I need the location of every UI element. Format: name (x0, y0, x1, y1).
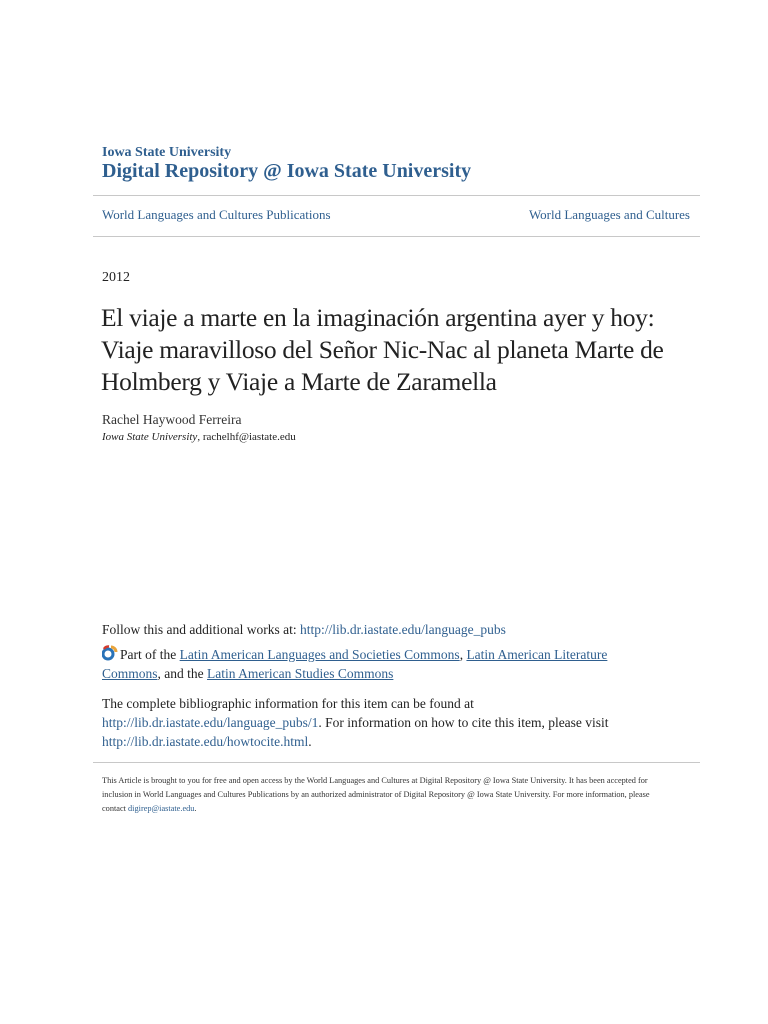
publication-year: 2012 (102, 270, 130, 285)
literature-commons-link[interactable]: Latin American Literature Commons (102, 647, 608, 681)
department-link[interactable]: World Languages and Cultures (528, 207, 690, 222)
follow-prefix: Follow this and additional works at: (102, 622, 300, 637)
collection-url-link[interactable]: http://lib.dr.iastate.edu/language_pubs (300, 622, 506, 637)
access-notice-text: This Article is brought to you for free and open access by the World Languages and Cultures at Digital Repository @ Iowa State University. It has been accepted for inclusion in World Languages and Cultures Publications by an authorized administrator of Digital Repository @ Iowa State University. For more information, please contact (102, 776, 650, 813)
part-of-sep-2: , and the (157, 666, 208, 681)
part-of-sep-1: , (459, 647, 467, 662)
part-of-prefix: Part of the (120, 647, 180, 662)
affiliation-separator: , (197, 431, 203, 443)
footer-divider (93, 762, 700, 763)
biblio-prefix: The complete bibliographic information for this item can be found at (102, 696, 474, 711)
repository-name[interactable]: Digital Repository @ Iowa State University (102, 160, 472, 182)
bibliographic-statement (102, 694, 662, 751)
top-divider (93, 195, 700, 196)
access-notice (102, 774, 672, 816)
institution-name[interactable]: Iowa State University (102, 145, 232, 160)
howtocite-link[interactable]: http://lib.dr.iastate.edu/howtocite.html (102, 734, 309, 749)
access-notice-end: . (194, 804, 197, 813)
part-of-statement (102, 645, 662, 683)
biblio-end: . (308, 734, 312, 749)
nav-divider (93, 236, 700, 237)
article-title: El viaje a marte en la imaginación argentina ayer y hoy: Viaje maravilloso del Señor Nic-Nac al planeta Marte de Holmberg y Viaje a Marte de Zaramella (101, 303, 664, 396)
publications-link[interactable]: World Languages and Cultures Publications (102, 207, 331, 222)
item-url-link[interactable]: http://lib.dr.iastate.edu/language_pubs/1 (102, 715, 319, 730)
author-name: Rachel Haywood Ferreira (102, 412, 242, 427)
author-affiliation (102, 431, 296, 443)
follow-statement (102, 620, 662, 639)
breadcrumb-bar (102, 207, 690, 223)
author-email: rachelhf@iastate.edu (202, 431, 296, 443)
languages-societies-commons-link[interactable]: Latin American Languages and Societies Commons (179, 647, 460, 662)
contact-email-link[interactable]: digirep@iastate.edu (128, 804, 195, 813)
biblio-middle: . For information on how to cite this item, please visit (318, 715, 609, 730)
affiliation-name: Iowa State University (102, 431, 198, 443)
bepress-commons-icon (102, 645, 118, 661)
studies-commons-link[interactable]: Latin American Studies Commons (207, 666, 394, 681)
